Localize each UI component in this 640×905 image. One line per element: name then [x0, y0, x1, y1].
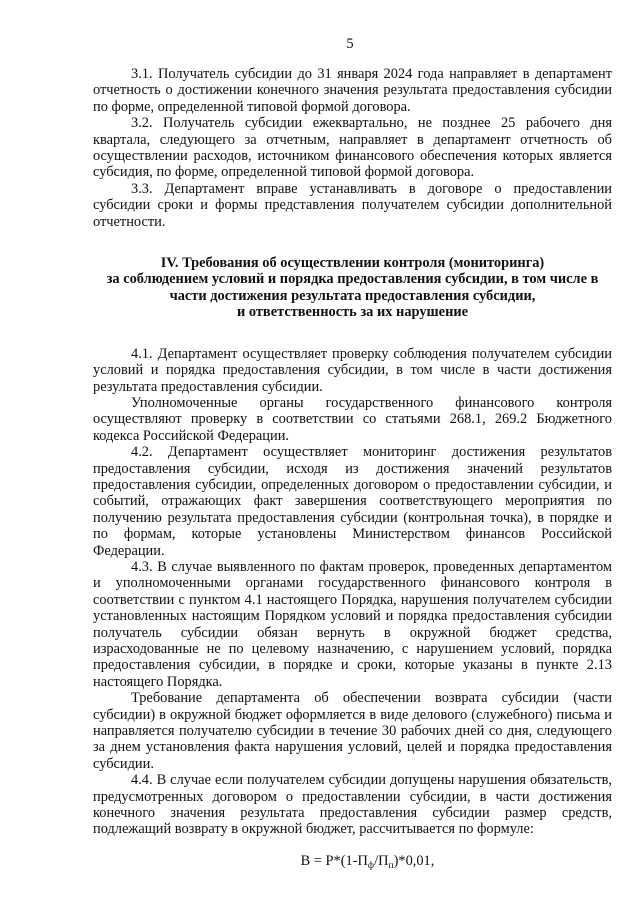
paragraph-3-1: 3.1. Получатель субсидии до 31 января 2024 года направляет в департамент отчетность о достижении конечного значения результата предоставления субсидии по форме, определенной типовой формой договора. — [93, 66, 612, 115]
paragraph-3-3: 3.3. Департамент вправе устанавливать в договоре о предоставлении субсидии сроки и формы представления получателем субсидии дополнительной отчетности. — [93, 180, 612, 230]
section-heading — [93, 255, 612, 321]
paragraph-refund-request: Требование департамента об обеспечении возврата субсидии (части субсидии) в окружной бюджет оформляется в виде делового (служебного) письма и направляется получателю субсидии в течение 30 рабочих дней со дня, следующего за днем установления факта нарушения условий, целей и порядка предоставления субсидии. — [93, 690, 612, 772]
paragraph-control-bodies: Уполномоченные органы государственного финансового контроля осуществляют проверку в соответствии со статьями 268.1, 269.2 Бюджетного кодекса Российской Федерации. — [93, 394, 612, 444]
paragraph-4-3: 4.3. В случае выявленного по фактам проверок, проведенных департаментом и уполномоченными органами государственного финансового контроля в соответствии с пунктом 4.1 настоящего Порядка, нарушения получателем субсидии установленных настоящим Порядком условий и порядка предоставления субсидии получатель субсидии обязан вернуть в окружной бюджет средства, израсходованные не по целевому назначению, с нарушением условий, порядка предоставления субсидии, в порядке и сроки, которые указаны в пункте 2.13 настоящего Порядка. — [93, 558, 612, 690]
section-heading-line-3: и ответственность за их нарушение — [236, 304, 469, 321]
document-body — [93, 66, 612, 869]
section-heading-line-1: IV. Требования об осуществлении контроля (мониторинга) — [160, 255, 545, 272]
formula-suffix: )*0,01, — [393, 852, 435, 869]
refund-formula — [93, 853, 612, 869]
formula-mid: /П — [374, 852, 389, 869]
formula-sub-planned: п — [388, 860, 394, 871]
paragraph-3-2: 3.2. Получатель субсидии ежеквартально, не позднее 25 рабочего дня квартала, следующего за отчетным, направляет в департамент отчетность об осуществлении расходов, источником финансового обеспечения которых является субсидия, по форме, определенной типовой формой договора. — [93, 115, 612, 181]
paragraph-4-4: 4.4. В случае если получателем субсидии допущены нарушения обязательств, предусмотренных договором о предоставлении субсидии, в части достижения конечного значения результата предоставления субсидии размер средств, подлежащий возврату в окружной бюджет, рассчитывается по формуле: — [93, 772, 612, 838]
section-heading-line-2: за соблюдением условий и порядка предоставления субсидии, в том числе в части достижения результата предоставления субсидии, — [106, 271, 599, 304]
paragraph-4-2: 4.2. Департамент осуществляет мониторинг достижения результатов предоставления субсидии, исходя из достижения значений результатов предоставления субсидии, определенных договором о предоставлении субсидии, и событий, отражающих факт завершения соответствующего мероприятия по получению результата предоставления субсидии (контрольная точка), в порядке и по формам, которые установлены Министерством финансов Российской Федерации. — [93, 444, 612, 559]
paragraph-4-1: 4.1. Департамент осуществляет проверку соблюдения получателем субсидии условий и порядка предоставления субсидии, в том числе в части достижения результата предоставления субсидии. — [93, 345, 612, 395]
formula-prefix: В = Р*(1-П — [300, 852, 368, 869]
formula-sub-actual: ф — [367, 860, 375, 871]
page-number: 5 — [346, 36, 354, 52]
